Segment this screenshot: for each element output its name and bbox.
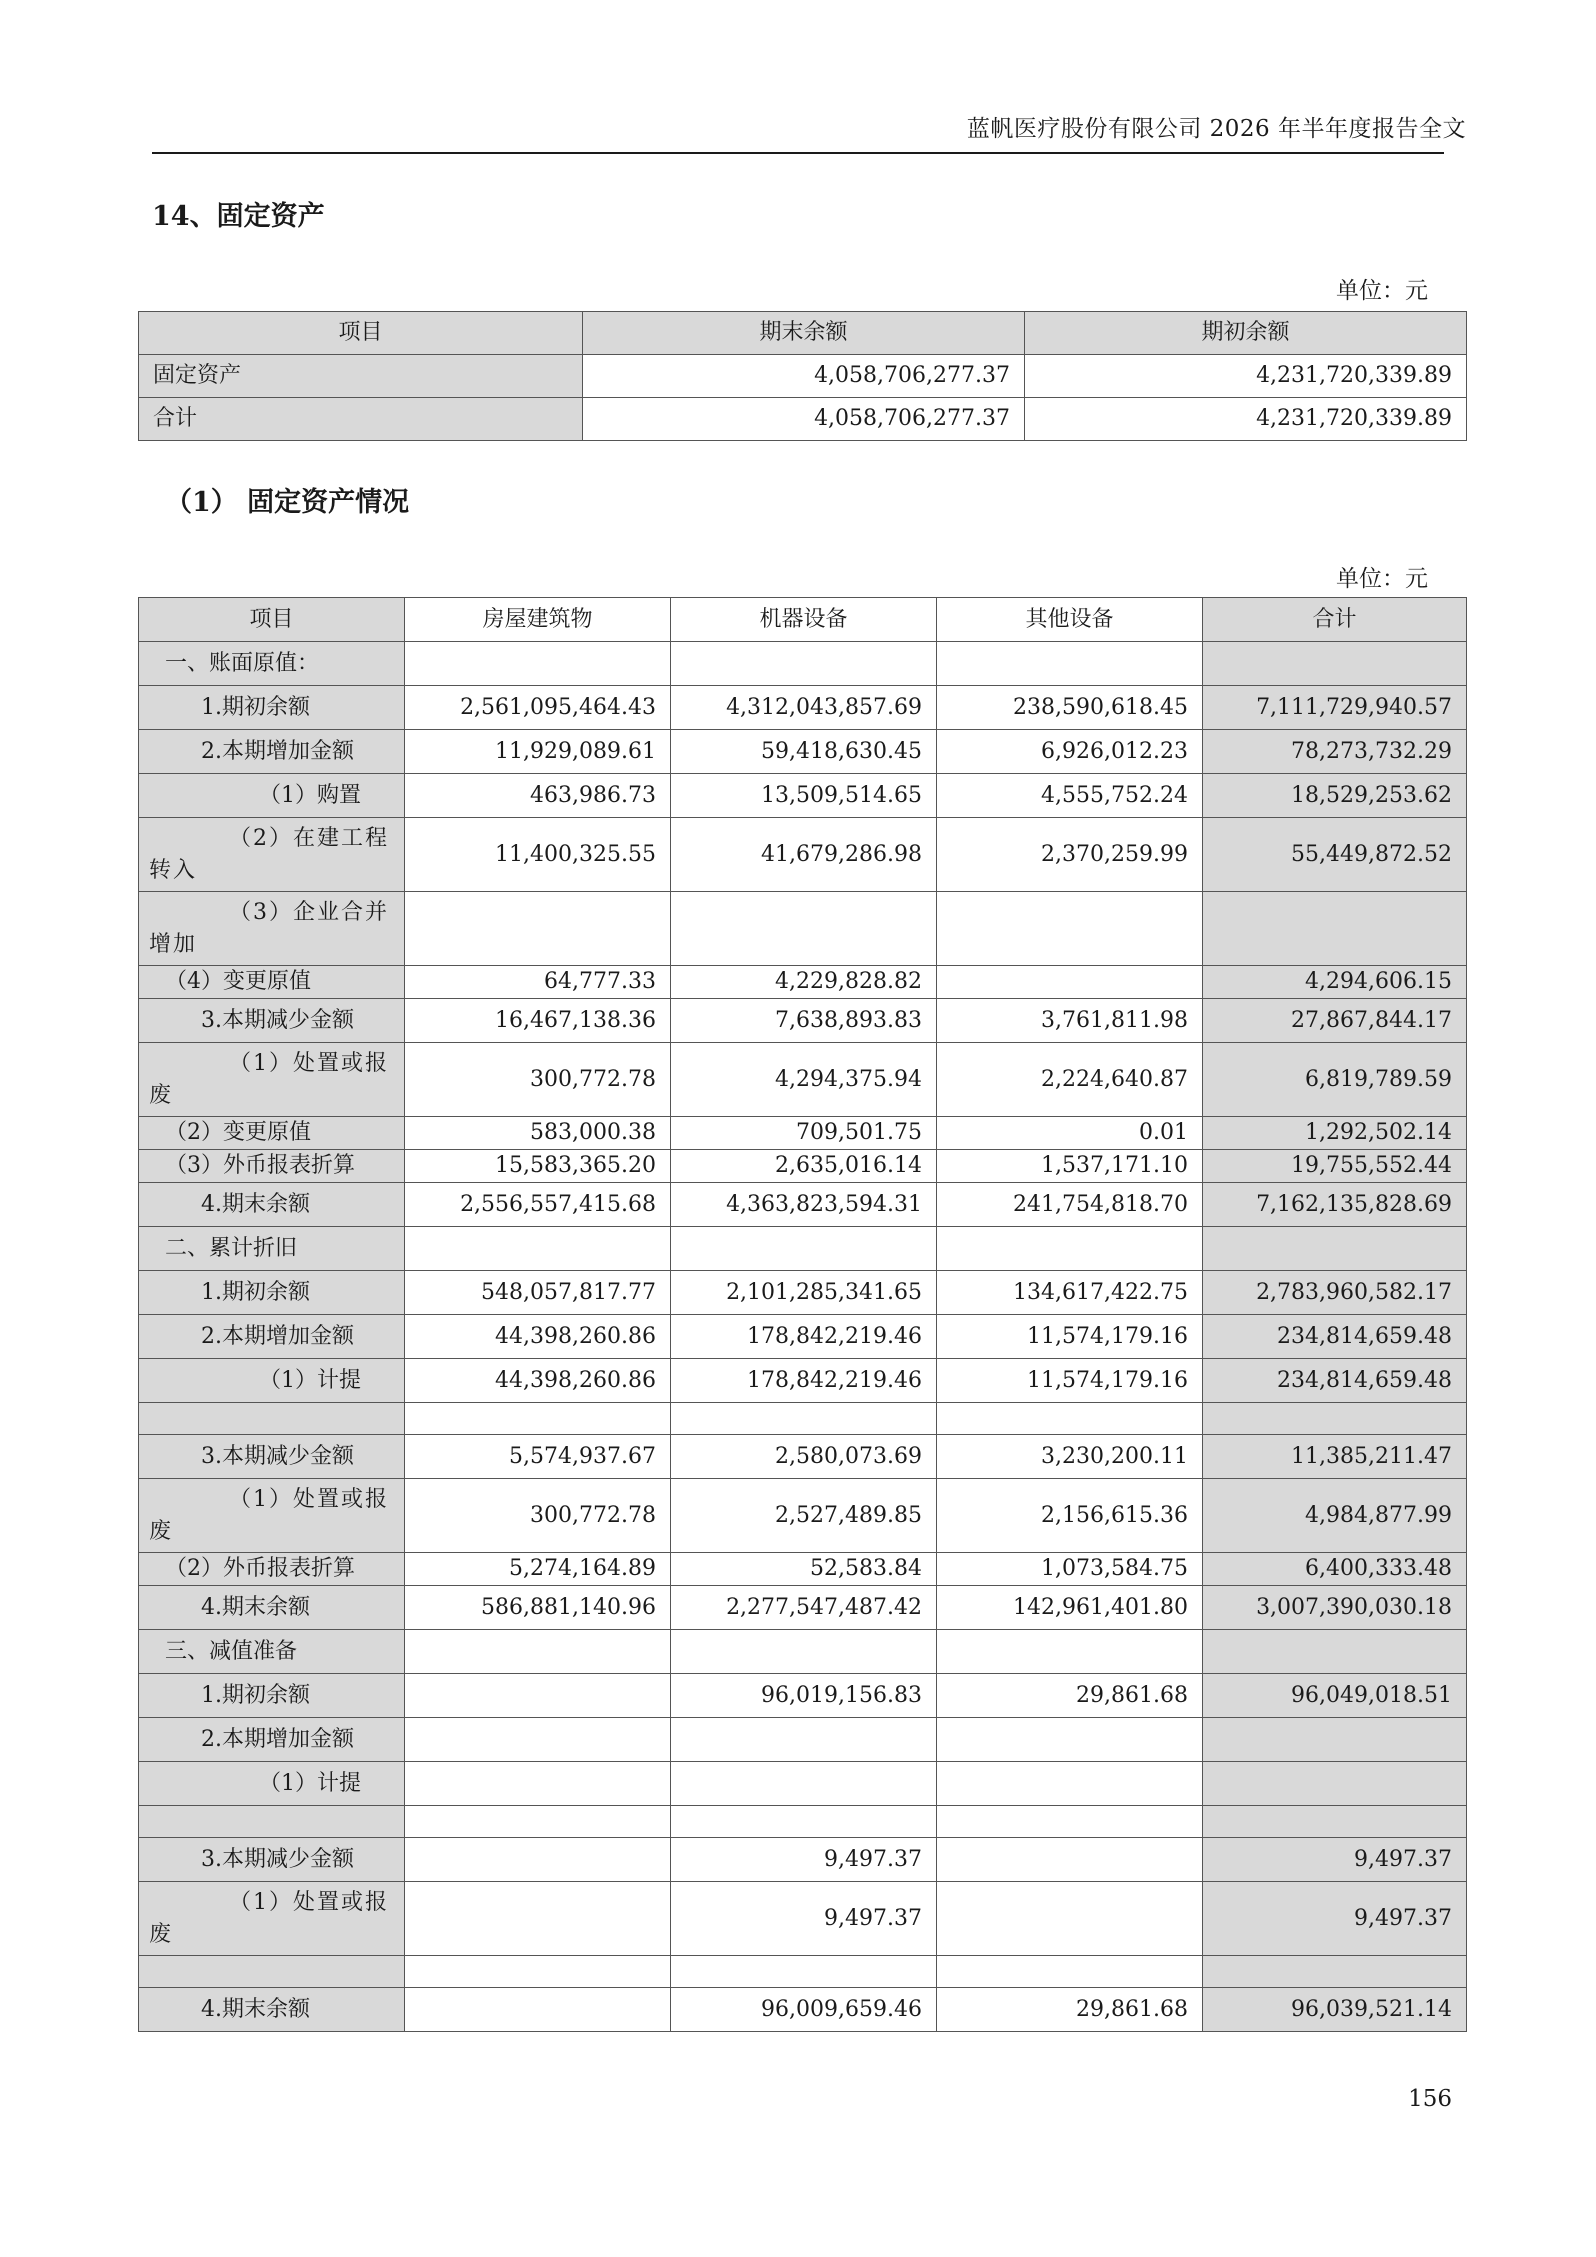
row-label xyxy=(139,1403,405,1435)
row-label: （1）处置或报废 xyxy=(139,1479,405,1553)
cell-value: 238,590,618.45 xyxy=(937,686,1203,730)
cell-value xyxy=(1203,642,1467,686)
detail-header-buildings: 房屋建筑物 xyxy=(405,598,671,642)
unit-label-2: 单位：元 xyxy=(1336,566,1428,592)
table-row xyxy=(139,355,1467,398)
cell-value xyxy=(1203,1630,1467,1674)
cell-value: 11,400,325.55 xyxy=(405,818,671,892)
cell-value xyxy=(671,1403,937,1435)
cell-value: 11,929,089.61 xyxy=(405,730,671,774)
cell-value xyxy=(937,1956,1203,1988)
table-row xyxy=(139,1882,1467,1956)
cell-value xyxy=(405,1630,671,1674)
cell-value: 4,363,823,594.31 xyxy=(671,1183,937,1227)
cell-value xyxy=(937,1882,1203,1956)
cell-value: 2,101,285,341.65 xyxy=(671,1271,937,1315)
row-label: 3.本期减少金额 xyxy=(139,1435,405,1479)
cell-value: 96,009,659.46 xyxy=(671,1988,937,2032)
cell-value: 9,497.37 xyxy=(1203,1882,1467,1956)
table-row xyxy=(139,1271,1467,1315)
summary-header-end-balance: 期末余额 xyxy=(583,312,1025,355)
cell-value: 2,580,073.69 xyxy=(671,1435,937,1479)
cell-value: 178,842,219.46 xyxy=(671,1315,937,1359)
cell-value: 548,057,817.77 xyxy=(405,1271,671,1315)
table-row xyxy=(139,642,1467,686)
row-label: 2.本期增加金额 xyxy=(139,730,405,774)
table-row xyxy=(139,1150,1467,1183)
row-label: 2.本期增加金额 xyxy=(139,1315,405,1359)
cell-value xyxy=(937,642,1203,686)
cell-value: 583,000.38 xyxy=(405,1117,671,1150)
cell-value xyxy=(671,1956,937,1988)
cell-value: 1,073,584.75 xyxy=(937,1553,1203,1586)
cell-value: 4,058,706,277.37 xyxy=(583,398,1025,441)
row-label: （3）企业合并增加 xyxy=(139,892,405,966)
cell-value: 2,224,640.87 xyxy=(937,1043,1203,1117)
table-row xyxy=(139,686,1467,730)
cell-value: 234,814,659.48 xyxy=(1203,1315,1467,1359)
cell-value xyxy=(1203,1762,1467,1806)
row-label: 4.期末余额 xyxy=(139,1586,405,1630)
cell-value: 29,861.68 xyxy=(937,1674,1203,1718)
table-row xyxy=(139,1838,1467,1882)
cell-value: 142,961,401.80 xyxy=(937,1586,1203,1630)
cell-value: 4,294,606.15 xyxy=(1203,966,1467,999)
cell-value: 300,772.78 xyxy=(405,1479,671,1553)
row-label xyxy=(139,1806,405,1838)
table-row xyxy=(139,1479,1467,1553)
row-label: 二、累计折旧 xyxy=(139,1227,405,1271)
cell-value xyxy=(1203,1227,1467,1271)
cell-value: 2,556,557,415.68 xyxy=(405,1183,671,1227)
cell-value: 709,501.75 xyxy=(671,1117,937,1150)
row-label: 1.期初余额 xyxy=(139,686,405,730)
detail-header-other-equipment: 其他设备 xyxy=(937,598,1203,642)
cell-value xyxy=(405,1956,671,1988)
cell-value xyxy=(937,1838,1203,1882)
row-label: 4.期末余额 xyxy=(139,1988,405,2032)
section-title: 14、固定资产 xyxy=(152,201,325,232)
summary-table xyxy=(138,311,1467,441)
cell-value xyxy=(405,642,671,686)
table-row xyxy=(139,1227,1467,1271)
summary-header-begin-balance: 期初余额 xyxy=(1025,312,1467,355)
detail-header-total: 合计 xyxy=(1203,598,1467,642)
row-label: （1）处置或报废 xyxy=(139,1043,405,1117)
cell-value: 6,926,012.23 xyxy=(937,730,1203,774)
cell-value: 16,467,138.36 xyxy=(405,999,671,1043)
row-label: （1）计提 xyxy=(139,1359,405,1403)
table-row xyxy=(139,1117,1467,1150)
row-label: （2）外币报表折算 xyxy=(139,1553,405,1586)
cell-value: 0.01 xyxy=(937,1117,1203,1150)
fixed-assets-detail-table xyxy=(138,597,1467,2032)
table-row xyxy=(139,730,1467,774)
cell-value xyxy=(937,1806,1203,1838)
row-label: 2.本期增加金额 xyxy=(139,1718,405,1762)
cell-value: 1,292,502.14 xyxy=(1203,1117,1467,1150)
cell-value xyxy=(405,1762,671,1806)
cell-value xyxy=(405,1882,671,1956)
table-row xyxy=(139,1586,1467,1630)
cell-value: 4,229,828.82 xyxy=(671,966,937,999)
cell-value: 4,231,720,339.89 xyxy=(1025,398,1467,441)
row-label: 三、减值准备 xyxy=(139,1630,405,1674)
cell-value: 27,867,844.17 xyxy=(1203,999,1467,1043)
cell-value xyxy=(671,642,937,686)
cell-value: 9,497.37 xyxy=(671,1838,937,1882)
cell-value: 11,385,211.47 xyxy=(1203,1435,1467,1479)
row-label: 合计 xyxy=(139,398,583,441)
cell-value: 44,398,260.86 xyxy=(405,1315,671,1359)
cell-value: 7,111,729,940.57 xyxy=(1203,686,1467,730)
unit-label-1: 单位：元 xyxy=(1336,278,1428,304)
cell-value xyxy=(405,892,671,966)
cell-value: 96,039,521.14 xyxy=(1203,1988,1467,2032)
cell-value: 234,814,659.48 xyxy=(1203,1359,1467,1403)
cell-value: 4,058,706,277.37 xyxy=(583,355,1025,398)
cell-value xyxy=(671,1806,937,1838)
cell-value: 2,561,095,464.43 xyxy=(405,686,671,730)
row-label: 4.期末余额 xyxy=(139,1183,405,1227)
table-row xyxy=(139,1043,1467,1117)
cell-value: 44,398,260.86 xyxy=(405,1359,671,1403)
cell-value: 18,529,253.62 xyxy=(1203,774,1467,818)
cell-value: 6,819,789.59 xyxy=(1203,1043,1467,1117)
cell-value: 4,231,720,339.89 xyxy=(1025,355,1467,398)
cell-value: 2,783,960,582.17 xyxy=(1203,1271,1467,1315)
cell-value: 7,638,893.83 xyxy=(671,999,937,1043)
table-row xyxy=(139,1183,1467,1227)
cell-value xyxy=(1203,1718,1467,1762)
table-row xyxy=(139,1988,1467,2032)
cell-value: 4,294,375.94 xyxy=(671,1043,937,1117)
table-row xyxy=(139,1718,1467,1762)
cell-value: 2,156,615.36 xyxy=(937,1479,1203,1553)
table-row xyxy=(139,966,1467,999)
cell-value xyxy=(405,1718,671,1762)
cell-value: 96,049,018.51 xyxy=(1203,1674,1467,1718)
cell-value xyxy=(1203,1806,1467,1838)
cell-value: 4,555,752.24 xyxy=(937,774,1203,818)
cell-value xyxy=(671,1630,937,1674)
cell-value: 29,861.68 xyxy=(937,1988,1203,2032)
cell-value: 55,449,872.52 xyxy=(1203,818,1467,892)
cell-value: 2,527,489.85 xyxy=(671,1479,937,1553)
cell-value: 11,574,179.16 xyxy=(937,1359,1203,1403)
cell-value: 52,583.84 xyxy=(671,1553,937,1586)
cell-value xyxy=(937,1718,1203,1762)
row-label: （1）计提 xyxy=(139,1762,405,1806)
cell-value xyxy=(937,1403,1203,1435)
cell-value xyxy=(671,1718,937,1762)
cell-value: 6,400,333.48 xyxy=(1203,1553,1467,1586)
cell-value xyxy=(1203,1403,1467,1435)
cell-value: 41,679,286.98 xyxy=(671,818,937,892)
cell-value xyxy=(937,966,1203,999)
cell-value: 3,007,390,030.18 xyxy=(1203,1586,1467,1630)
cell-value xyxy=(405,1838,671,1882)
page-number: 156 xyxy=(1408,2086,1452,2112)
cell-value: 300,772.78 xyxy=(405,1043,671,1117)
cell-value: 9,497.37 xyxy=(671,1882,937,1956)
cell-value: 178,842,219.46 xyxy=(671,1359,937,1403)
table-row xyxy=(139,1403,1467,1435)
cell-value: 64,777.33 xyxy=(405,966,671,999)
cell-value xyxy=(937,1227,1203,1271)
table-row xyxy=(139,1674,1467,1718)
cell-value: 78,273,732.29 xyxy=(1203,730,1467,774)
cell-value xyxy=(671,1762,937,1806)
cell-value: 5,574,937.67 xyxy=(405,1435,671,1479)
table-row xyxy=(139,774,1467,818)
row-label: （4）变更原值 xyxy=(139,966,405,999)
cell-value: 2,277,547,487.42 xyxy=(671,1586,937,1630)
table-row xyxy=(139,398,1467,441)
cell-value xyxy=(405,1403,671,1435)
cell-value: 19,755,552.44 xyxy=(1203,1150,1467,1183)
cell-value: 2,635,016.14 xyxy=(671,1150,937,1183)
cell-value xyxy=(1203,892,1467,966)
row-label: 一、账面原值： xyxy=(139,642,405,686)
row-label: 固定资产 xyxy=(139,355,583,398)
row-label: （2）变更原值 xyxy=(139,1117,405,1150)
row-label: 3.本期减少金额 xyxy=(139,999,405,1043)
summary-header-item: 项目 xyxy=(139,312,583,355)
table-row xyxy=(139,1956,1467,1988)
detail-header-machinery: 机器设备 xyxy=(671,598,937,642)
table-row xyxy=(139,892,1467,966)
row-label: （3）外币报表折算 xyxy=(139,1150,405,1183)
row-label: （1）购置 xyxy=(139,774,405,818)
cell-value xyxy=(1203,1956,1467,1988)
table-row xyxy=(139,1630,1467,1674)
subsection-title: （1） 固定资产情况 xyxy=(165,487,410,518)
header-divider xyxy=(152,152,1444,154)
cell-value: 463,986.73 xyxy=(405,774,671,818)
row-label: 3.本期减少金额 xyxy=(139,1838,405,1882)
table-row xyxy=(139,818,1467,892)
cell-value xyxy=(937,892,1203,966)
cell-value xyxy=(937,1762,1203,1806)
cell-value xyxy=(405,1674,671,1718)
cell-value: 96,019,156.83 xyxy=(671,1674,937,1718)
cell-value: 134,617,422.75 xyxy=(937,1271,1203,1315)
cell-value: 11,574,179.16 xyxy=(937,1315,1203,1359)
summary-header-row xyxy=(139,312,1467,355)
cell-value: 586,881,140.96 xyxy=(405,1586,671,1630)
cell-value: 59,418,630.45 xyxy=(671,730,937,774)
row-label: 1.期初余额 xyxy=(139,1271,405,1315)
row-label: 1.期初余额 xyxy=(139,1674,405,1718)
cell-value: 1,537,171.10 xyxy=(937,1150,1203,1183)
table-row xyxy=(139,999,1467,1043)
cell-value: 4,984,877.99 xyxy=(1203,1479,1467,1553)
cell-value: 7,162,135,828.69 xyxy=(1203,1183,1467,1227)
detail-header-row xyxy=(139,598,1467,642)
cell-value xyxy=(671,1227,937,1271)
table-row xyxy=(139,1762,1467,1806)
table-row xyxy=(139,1359,1467,1403)
cell-value: 13,509,514.65 xyxy=(671,774,937,818)
table-row xyxy=(139,1435,1467,1479)
cell-value: 4,312,043,857.69 xyxy=(671,686,937,730)
cell-value: 15,583,365.20 xyxy=(405,1150,671,1183)
cell-value: 3,761,811.98 xyxy=(937,999,1203,1043)
cell-value: 241,754,818.70 xyxy=(937,1183,1203,1227)
table-row xyxy=(139,1315,1467,1359)
row-label xyxy=(139,1956,405,1988)
cell-value xyxy=(937,1630,1203,1674)
detail-header-item: 项目 xyxy=(139,598,405,642)
table-row xyxy=(139,1806,1467,1838)
cell-value: 3,230,200.11 xyxy=(937,1435,1203,1479)
row-label: （1）处置或报废 xyxy=(139,1882,405,1956)
cell-value xyxy=(405,1806,671,1838)
report-header-title: 蓝帆医疗股份有限公司 2026 年半年度报告全文 xyxy=(966,116,1466,142)
cell-value: 5,274,164.89 xyxy=(405,1553,671,1586)
row-label: （2）在建工程转入 xyxy=(139,818,405,892)
cell-value xyxy=(405,1988,671,2032)
cell-value xyxy=(405,1227,671,1271)
table-row xyxy=(139,1553,1467,1586)
cell-value: 2,370,259.99 xyxy=(937,818,1203,892)
cell-value: 9,497.37 xyxy=(1203,1838,1467,1882)
cell-value xyxy=(671,892,937,966)
